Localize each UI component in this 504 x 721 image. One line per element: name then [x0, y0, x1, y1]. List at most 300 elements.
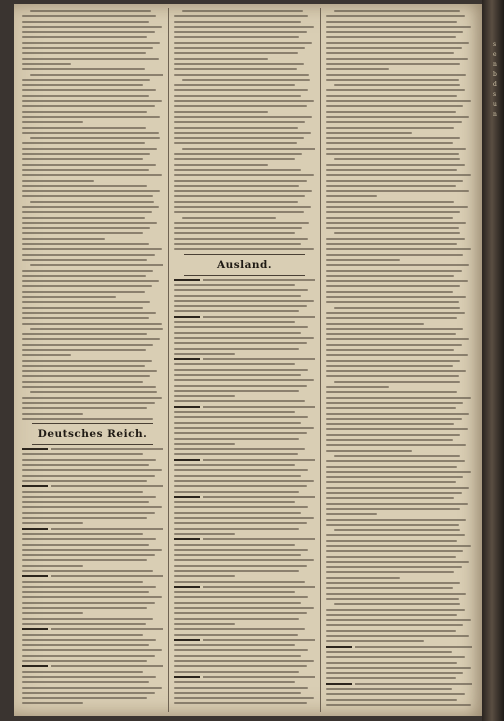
text-line — [326, 513, 377, 515]
text-line — [174, 211, 304, 213]
text-line — [22, 42, 160, 44]
text-line — [22, 180, 94, 182]
text-line — [22, 386, 156, 388]
dateline-paragraph-start — [326, 646, 472, 648]
text-line — [174, 100, 314, 102]
dateline-paragraph-start — [22, 485, 163, 487]
text-line — [326, 582, 460, 584]
text-line — [182, 79, 310, 81]
text-line — [22, 623, 146, 625]
text-line — [326, 656, 465, 658]
text-line — [326, 699, 457, 701]
text-line — [22, 660, 147, 662]
text-line — [22, 243, 149, 245]
text-line — [326, 301, 459, 303]
text-line — [326, 635, 469, 637]
text-line — [22, 31, 155, 33]
text-line — [22, 232, 143, 234]
text-line — [326, 169, 457, 171]
dateline-paragraph-start — [174, 459, 315, 461]
text-line — [22, 501, 149, 503]
text-line — [174, 369, 308, 371]
text-line — [174, 153, 302, 155]
text-line — [22, 649, 162, 651]
text-line — [22, 127, 146, 129]
text-line — [174, 596, 308, 598]
section-heading: Ausland. — [216, 258, 273, 271]
text-line — [326, 21, 457, 23]
text-line — [182, 217, 276, 219]
text-line — [22, 618, 153, 620]
text-line — [174, 42, 312, 44]
text-line — [22, 132, 159, 134]
text-line — [174, 84, 295, 86]
column-rule — [320, 8, 321, 712]
text-line — [22, 602, 155, 604]
column-rule — [168, 8, 169, 712]
text-line — [22, 612, 83, 614]
text-line — [174, 284, 295, 286]
text-line — [22, 475, 155, 477]
text-line — [174, 453, 298, 455]
text-line — [22, 681, 149, 683]
text-line — [326, 26, 471, 28]
gutter-letter: b — [493, 71, 497, 78]
text-line — [326, 296, 466, 298]
text-line — [174, 702, 307, 704]
text-line — [174, 528, 299, 530]
text-line — [22, 549, 162, 551]
text-line — [174, 332, 301, 334]
text-line — [326, 571, 454, 573]
text-line — [174, 443, 235, 445]
text-line — [22, 15, 156, 17]
dateline-paragraph-start — [326, 683, 472, 685]
text-line — [174, 374, 301, 376]
text-line — [174, 697, 314, 699]
text-line — [22, 280, 159, 282]
text-line — [22, 142, 145, 144]
text-line — [174, 687, 308, 689]
text-line — [174, 142, 297, 144]
text-line — [174, 185, 299, 187]
text-line — [174, 575, 235, 577]
text-line — [22, 365, 145, 367]
text-line — [174, 169, 301, 171]
text-line — [326, 52, 454, 54]
text-line — [326, 280, 468, 282]
text-line — [22, 84, 143, 86]
text-line — [174, 427, 314, 429]
text-line — [22, 68, 145, 70]
text-line — [174, 137, 304, 139]
text-line — [22, 496, 156, 498]
text-line — [174, 127, 298, 129]
text-line — [326, 180, 463, 182]
text-line — [174, 326, 308, 328]
dateline-paragraph-start — [174, 316, 315, 318]
dateline-paragraph-start — [22, 575, 163, 577]
text-line — [326, 74, 466, 76]
column-3 — [326, 10, 472, 708]
text-line — [326, 190, 469, 192]
text-line — [174, 321, 295, 323]
text-line — [334, 10, 460, 12]
text-line — [326, 365, 453, 367]
text-line — [22, 596, 162, 598]
text-line — [174, 660, 314, 662]
text-line — [22, 95, 149, 97]
text-line — [326, 693, 465, 695]
gutter-letter: n — [493, 111, 497, 118]
text-line — [174, 180, 307, 182]
text-line — [22, 354, 71, 356]
text-line — [174, 116, 312, 118]
text-line — [174, 559, 314, 561]
text-line — [22, 116, 160, 118]
text-line — [22, 105, 155, 107]
text-line — [22, 418, 153, 420]
text-line — [326, 370, 466, 372]
text-line — [174, 395, 235, 397]
text-line — [22, 158, 143, 160]
text-line — [326, 95, 457, 97]
text-line — [22, 459, 156, 461]
text-line — [326, 360, 460, 362]
text-line — [174, 628, 305, 630]
text-line — [326, 217, 453, 219]
text-line — [174, 295, 301, 297]
text-line — [326, 466, 457, 468]
text-line — [326, 375, 459, 377]
text-line — [174, 348, 299, 350]
text-line — [174, 485, 307, 487]
text-line — [326, 561, 469, 563]
text-line — [22, 639, 156, 641]
text-line — [326, 640, 424, 642]
text-line — [334, 455, 460, 457]
text-line — [326, 317, 457, 319]
text-line — [30, 10, 151, 12]
text-line — [22, 469, 162, 471]
text-line — [174, 95, 301, 97]
text-line — [174, 681, 295, 683]
text-line — [174, 665, 307, 667]
dateline-paragraph-start — [174, 538, 315, 540]
text-line — [22, 402, 155, 404]
text-line — [174, 570, 299, 572]
text-line — [174, 31, 307, 33]
text-line — [174, 26, 314, 28]
text-line — [174, 649, 308, 651]
text-line — [22, 174, 162, 176]
dateline-paragraph-start — [174, 279, 315, 281]
text-line — [22, 259, 147, 261]
text-line — [326, 323, 424, 325]
text-line — [326, 248, 471, 250]
text-line — [30, 264, 163, 266]
text-line — [22, 344, 153, 346]
section-rule — [184, 275, 305, 276]
text-line — [22, 702, 83, 704]
text-line — [326, 142, 453, 144]
text-line — [326, 534, 465, 536]
text-line — [22, 222, 157, 224]
text-line — [22, 338, 160, 340]
text-line — [22, 370, 157, 372]
text-line — [326, 402, 463, 404]
text-line — [326, 338, 469, 340]
text-line — [22, 79, 150, 81]
text-line — [326, 630, 456, 632]
text-line — [22, 323, 162, 325]
text-line — [326, 444, 466, 446]
text-line — [174, 390, 299, 392]
dateline-paragraph-start — [174, 676, 315, 678]
text-line — [174, 480, 314, 482]
text-line — [334, 307, 460, 309]
text-line — [326, 206, 468, 208]
text-line — [326, 609, 465, 611]
text-line — [22, 307, 143, 309]
text-line — [174, 565, 307, 567]
text-line — [326, 328, 463, 330]
text-line — [326, 79, 459, 81]
text-line — [174, 400, 305, 402]
text-line — [174, 432, 307, 434]
text-line — [174, 554, 301, 556]
text-line — [174, 52, 298, 54]
text-line — [326, 524, 459, 526]
text-line — [22, 607, 147, 609]
dateline-paragraph-start — [22, 628, 163, 630]
text-line — [174, 612, 307, 614]
text-line — [30, 328, 163, 330]
text-line — [22, 227, 150, 229]
text-line — [174, 501, 295, 503]
text-line — [326, 503, 468, 505]
text-line — [326, 428, 468, 430]
text-line — [326, 614, 457, 616]
text-line — [326, 58, 468, 60]
text-line — [334, 158, 460, 160]
text-line — [174, 132, 311, 134]
text-line — [326, 619, 471, 621]
text-line — [22, 453, 143, 455]
text-line — [22, 591, 149, 593]
text-line — [326, 418, 462, 420]
text-line — [326, 487, 469, 489]
text-line — [22, 655, 155, 657]
text-line — [174, 517, 314, 519]
text-line — [22, 89, 156, 91]
text-line — [326, 105, 463, 107]
text-line — [174, 512, 301, 514]
text-line — [326, 434, 460, 436]
text-line — [22, 248, 162, 250]
text-line — [174, 190, 312, 192]
text-line — [174, 422, 301, 424]
text-line — [174, 464, 295, 466]
section-heading: Deutsches Reich. — [37, 428, 148, 441]
text-line — [326, 238, 465, 240]
text-line — [174, 379, 314, 381]
text-line — [174, 227, 302, 229]
text-line — [174, 74, 309, 76]
text-line — [326, 15, 465, 17]
text-line — [326, 476, 463, 478]
text-line — [22, 185, 147, 187]
text-line — [326, 651, 452, 653]
text-line — [334, 381, 460, 383]
text-line — [174, 58, 268, 60]
text-line — [22, 522, 83, 524]
gutter-letter: e — [493, 51, 497, 58]
text-line — [22, 190, 160, 192]
text-line — [22, 317, 149, 319]
text-line — [22, 676, 156, 678]
dateline-paragraph-start — [174, 639, 315, 641]
text-line — [22, 211, 152, 213]
text-line — [22, 375, 150, 377]
text-line — [22, 349, 146, 351]
text-line — [22, 464, 149, 466]
text-line — [326, 688, 452, 690]
gutter-letter: s — [493, 91, 497, 98]
text-line — [326, 100, 471, 102]
text-line — [174, 206, 311, 208]
text-line — [174, 469, 308, 471]
text-line — [174, 243, 301, 245]
text-line — [22, 554, 155, 556]
text-line — [174, 47, 305, 49]
text-line — [174, 602, 301, 604]
text-line — [174, 21, 301, 23]
text-line — [326, 264, 469, 266]
text-line — [326, 519, 466, 521]
dateline-paragraph-start — [174, 496, 315, 498]
text-line — [22, 52, 146, 54]
text-line — [174, 201, 298, 203]
text-line — [22, 36, 147, 38]
text-line — [22, 291, 145, 293]
text-line — [174, 385, 307, 387]
text-line — [174, 692, 301, 694]
text-line — [174, 353, 235, 355]
text-line — [22, 296, 116, 298]
text-line — [326, 556, 456, 558]
text-line — [174, 491, 299, 493]
text-line — [22, 285, 152, 287]
text-line — [334, 84, 460, 86]
gutter-letter: d — [493, 81, 497, 88]
gutter-letter: u — [493, 101, 497, 108]
text-line — [174, 475, 301, 477]
text-line — [326, 333, 456, 335]
text-line — [326, 471, 471, 473]
text-line — [174, 416, 308, 418]
text-line — [326, 413, 469, 415]
text-line — [326, 174, 471, 176]
text-line — [174, 289, 308, 291]
text-line — [22, 195, 153, 197]
text-line — [326, 275, 454, 277]
text-line — [326, 68, 389, 70]
text-line — [22, 148, 157, 150]
text-line — [326, 423, 454, 425]
text-line — [326, 254, 463, 256]
text-line — [174, 448, 305, 450]
text-line — [326, 195, 377, 197]
text-line — [174, 671, 299, 673]
text-line — [326, 127, 454, 129]
text-line — [22, 634, 143, 636]
text-line — [22, 111, 147, 113]
text-line — [326, 593, 466, 595]
text-line — [174, 63, 304, 65]
column-2 — [174, 10, 315, 708]
text-line — [326, 243, 457, 245]
text-line — [174, 655, 301, 657]
text-line — [326, 42, 469, 44]
text-line — [174, 105, 307, 107]
text-line — [22, 517, 147, 519]
text-line — [174, 174, 314, 176]
text-line — [174, 644, 295, 646]
text-line — [174, 522, 307, 524]
text-line — [326, 31, 463, 33]
text-line — [22, 63, 71, 65]
text-line — [30, 201, 154, 203]
text-line — [22, 586, 156, 588]
text-line — [22, 512, 155, 514]
text-line — [22, 238, 105, 240]
text-line — [174, 248, 314, 250]
text-line — [326, 397, 471, 399]
text-line — [326, 540, 457, 542]
section-rule — [32, 423, 153, 424]
text-line — [326, 153, 459, 155]
text-line — [326, 550, 463, 552]
dateline-paragraph-start — [174, 586, 315, 588]
text-line — [326, 598, 459, 600]
text-line — [174, 363, 295, 365]
text-line — [326, 450, 412, 452]
text-line — [22, 164, 156, 166]
text-line — [334, 603, 460, 605]
text-line — [326, 312, 465, 314]
text-line — [334, 232, 460, 234]
text-line — [174, 15, 308, 17]
text-line — [174, 89, 308, 91]
text-line — [174, 591, 295, 593]
text-line — [326, 354, 468, 356]
adjacent-page-edge-text — [493, 40, 503, 120]
text-line — [22, 671, 143, 673]
text-line — [326, 270, 462, 272]
text-line — [22, 559, 147, 561]
text-line — [22, 312, 156, 314]
text-line — [174, 68, 297, 70]
text-line — [22, 254, 155, 256]
text-line — [174, 232, 295, 234]
text-line — [22, 121, 83, 123]
text-line — [22, 217, 145, 219]
text-line — [22, 644, 149, 646]
text-line — [22, 360, 152, 362]
text-line — [326, 227, 459, 229]
text-line — [326, 662, 457, 664]
